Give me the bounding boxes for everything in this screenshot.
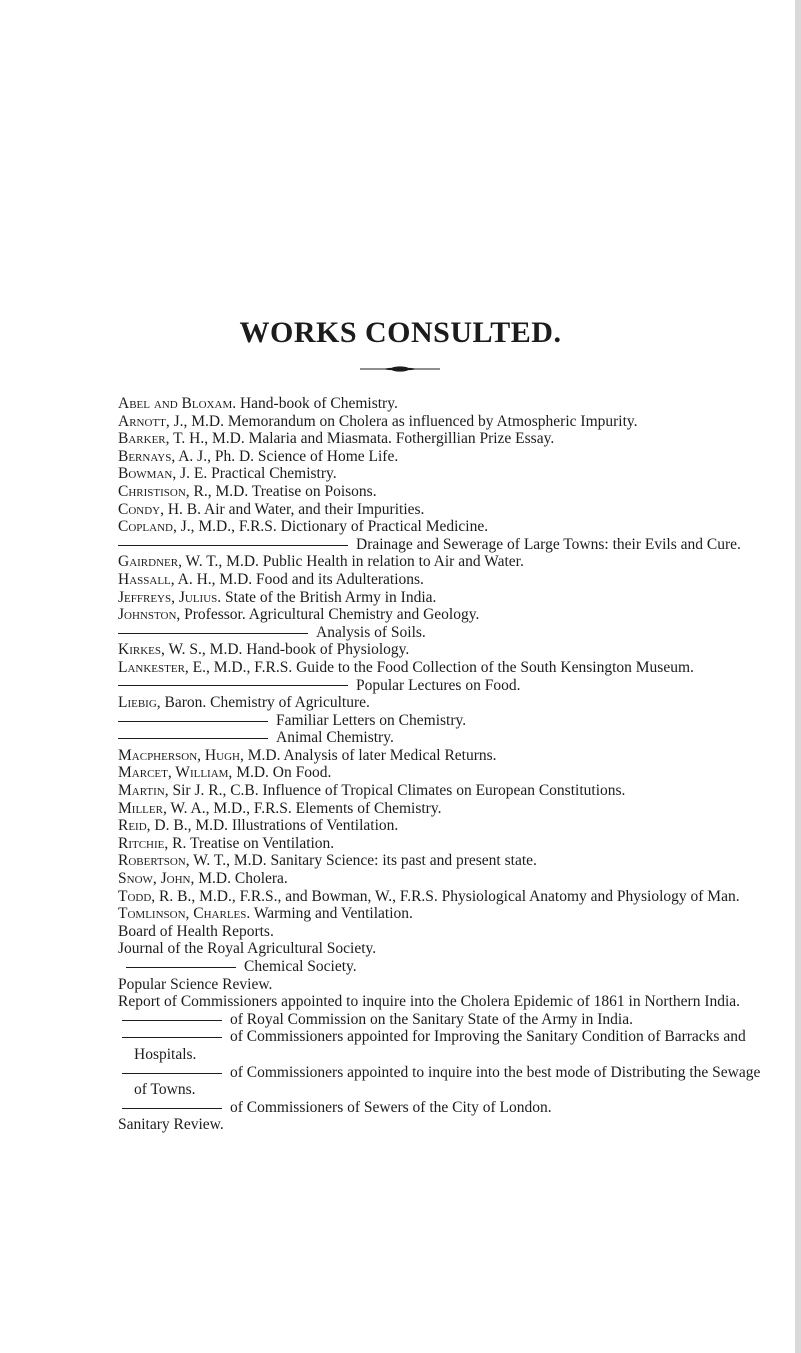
entry-work: Practical Chemistry. bbox=[207, 465, 337, 483]
ditto-rule bbox=[122, 1108, 222, 1109]
entry-author: Abel and Bloxam. bbox=[118, 395, 237, 412]
ditto-rule bbox=[122, 1037, 222, 1038]
entry-report-cholera bbox=[118, 993, 762, 1011]
entry-liebig-letters bbox=[118, 712, 762, 730]
entry-author: Miller, W. A., bbox=[118, 799, 210, 817]
entry-author: Christison, R., bbox=[118, 482, 212, 500]
entry-author: Hassall, A. H., bbox=[118, 570, 216, 588]
entry-author: Marcet, William, bbox=[118, 764, 233, 782]
entry-author: Reid, D. B., bbox=[118, 817, 192, 835]
entry-miller bbox=[118, 800, 762, 818]
entry-ritchie bbox=[118, 835, 762, 853]
entry-author: Copland, J., bbox=[118, 518, 195, 536]
entry-hassall bbox=[118, 571, 762, 589]
entry-work: M.D. Analysis of later Medical Returns. bbox=[243, 746, 497, 764]
page-edge-shadow bbox=[795, 0, 801, 1353]
entry-work: Treatise on Ventilation. bbox=[186, 834, 335, 852]
entry-work: Hand-book of Chemistry. bbox=[236, 395, 398, 412]
entry-condy bbox=[118, 501, 762, 519]
entry-work: Animal Chemistry. bbox=[276, 729, 394, 747]
ditto-rule bbox=[118, 738, 268, 739]
entry-author: Martin, bbox=[118, 782, 169, 800]
entry-lankester-lectures bbox=[118, 677, 762, 695]
entry-author: Snow, John, bbox=[118, 870, 195, 888]
entry-work: Sir J. R., C.B. Influence of Tropical Climates on European Constitutions. bbox=[168, 782, 626, 800]
entry-popular-science bbox=[118, 976, 762, 994]
entry-work: M.D. Cholera. bbox=[194, 870, 288, 888]
entry-copland bbox=[118, 518, 762, 536]
page-title: WORKS CONSULTED. bbox=[239, 316, 562, 349]
entry-snow bbox=[118, 870, 762, 888]
entry-board-of-health bbox=[118, 923, 762, 941]
entry-work: M.D. Malaria and Miasmata. Fothergillian Prize Essay. bbox=[208, 430, 555, 448]
entry-work: M.D. Hand-book of Physiology. bbox=[205, 641, 410, 659]
entry-work: of Commissioners appointed to inquire into the best mode of Distributing the Sewage of Towns. bbox=[134, 1063, 761, 1099]
entry-author: Gairdner, W. T., bbox=[118, 553, 223, 571]
entry-sanitary-review bbox=[118, 1116, 762, 1134]
entry-work: M.D. Food and its Adulterations. bbox=[215, 570, 424, 588]
entry-work: Popular Lectures on Food. bbox=[356, 676, 521, 694]
entry-author: Bowman, J. E. bbox=[118, 465, 208, 483]
entry-work: Analysis of Soils. bbox=[316, 623, 426, 641]
entry-work: M.D. Sanitary Science: its past and present state. bbox=[229, 852, 537, 870]
entry-author: Ritchie, R. bbox=[118, 834, 187, 852]
ditto-rule bbox=[118, 545, 348, 546]
entry-chemical-society bbox=[118, 958, 762, 976]
entry-work: State of the British Army in India. bbox=[221, 588, 437, 606]
entry-work: Journal of the Royal Agricultural Society. bbox=[118, 940, 377, 958]
entry-report-sewage bbox=[118, 1064, 762, 1099]
entry-work: Board of Health Reports. bbox=[118, 922, 274, 940]
entry-work: M.D. Illustrations of Ventilation. bbox=[191, 817, 399, 835]
entry-work: M.D. On Food. bbox=[232, 764, 332, 782]
entry-work: Warming and Ventilation. bbox=[250, 905, 413, 923]
entry-barker bbox=[118, 430, 762, 448]
entry-work: M.D. Public Health in relation to Air and Water. bbox=[222, 553, 524, 571]
entry-work: of Commissioners of Sewers of the City of London. bbox=[230, 1098, 552, 1116]
entry-bowman bbox=[118, 465, 762, 483]
entry-work: M.D., F.R.S. Guide to the Food Collection of the South Kensington Museum. bbox=[209, 658, 694, 676]
entry-author: Bernays, A. J., bbox=[118, 447, 211, 465]
entry-tomlinson bbox=[118, 905, 762, 923]
entry-arnott bbox=[118, 413, 762, 431]
entry-macpherson bbox=[118, 747, 762, 765]
entry-work: M.D., F.R.S. Elements of Chemistry. bbox=[209, 799, 442, 817]
entry-author: Arnott, J., bbox=[118, 412, 188, 430]
entry-work: Air and Water, and their Impurities. bbox=[201, 500, 425, 518]
ornament-rule bbox=[360, 365, 440, 373]
entry-work: Familiar Letters on Chemistry. bbox=[276, 711, 467, 729]
ditto-rule bbox=[118, 633, 308, 634]
entry-christison bbox=[118, 483, 762, 501]
entry-work: of Royal Commission on the Sanitary State of the Army in India. bbox=[230, 1010, 633, 1028]
entry-report-sewers-london bbox=[118, 1099, 762, 1117]
entry-author: Lankester, E., bbox=[118, 658, 210, 676]
entry-copland-drainage bbox=[118, 536, 762, 554]
entry-work: M.D. Memorandum on Cholera as influenced by Atmospheric Impurity. bbox=[187, 412, 638, 430]
entry-report-royal-commission bbox=[118, 1011, 762, 1029]
entry-abel-bloxam bbox=[118, 395, 762, 413]
entry-report-barracks bbox=[118, 1028, 762, 1063]
entry-author: Johnston, bbox=[118, 606, 181, 624]
entry-work: Baron. Chemistry of Agriculture. bbox=[160, 694, 370, 712]
entry-gairdner bbox=[118, 553, 762, 571]
entry-reid bbox=[118, 817, 762, 835]
entry-work: Popular Science Review. bbox=[118, 975, 273, 993]
entry-author: Liebig, bbox=[118, 694, 161, 712]
entry-author: Macpherson, Hugh, bbox=[118, 746, 244, 764]
entry-work: M.D., F.R.S., and Bowman, W., F.R.S. Physiological Anatomy and Physiology of Man. bbox=[195, 887, 740, 905]
entry-work: M.D., F.R.S. Dictionary of Practical Medicine. bbox=[194, 518, 489, 536]
entry-author: Barker, T. H., bbox=[118, 430, 209, 448]
ditto-rule bbox=[118, 685, 348, 686]
ditto-rule bbox=[122, 1073, 222, 1074]
entry-johnston-soils bbox=[118, 624, 762, 642]
entry-martin bbox=[118, 782, 762, 800]
entry-todd bbox=[118, 888, 762, 906]
entry-author: Condy, H. B. bbox=[118, 500, 202, 518]
entry-author: Jeffreys, Julius. bbox=[118, 588, 222, 606]
entry-liebig-animal bbox=[118, 729, 762, 747]
entry-robertson bbox=[118, 852, 762, 870]
entry-johnston bbox=[118, 606, 762, 624]
entry-work: M.D. Treatise on Poisons. bbox=[211, 482, 377, 500]
entry-work: Professor. Agricultural Chemistry and Geology. bbox=[180, 606, 480, 624]
entry-author: Todd, R. B., bbox=[118, 887, 196, 905]
entry-work: Ph. D. Science of Home Life. bbox=[210, 447, 399, 465]
entry-author: Robertson, W. T., bbox=[118, 852, 230, 870]
entry-royal-agricultural bbox=[118, 940, 762, 958]
entry-kirkes bbox=[118, 641, 762, 659]
ditto-rule bbox=[122, 1020, 222, 1021]
entry-lankester bbox=[118, 659, 762, 677]
entry-marcet bbox=[118, 764, 762, 782]
entry-jeffreys bbox=[118, 589, 762, 607]
ditto-rule bbox=[126, 967, 236, 968]
ditto-rule bbox=[118, 721, 268, 722]
entry-author: Kirkes, W. S., bbox=[118, 641, 206, 659]
entry-liebig bbox=[118, 694, 762, 712]
entry-work: Sanitary Review. bbox=[118, 1116, 224, 1134]
entry-work: of Commissioners appointed for Improving the Sanitary Condition of Barracks and Hospitals. bbox=[134, 1028, 746, 1063]
entry-work: Report of Commissioners appointed to inquire into the Cholera Epidemic of 1861 in Northern India. bbox=[118, 993, 741, 1011]
entry-author: Tomlinson, Charles. bbox=[118, 905, 251, 923]
entry-work: Drainage and Sewerage of Large Towns: their Evils and Cure. bbox=[356, 535, 741, 553]
entry-work: Chemical Society. bbox=[244, 958, 357, 975]
bibliography-list bbox=[118, 395, 762, 1134]
entry-bernays bbox=[118, 448, 762, 466]
